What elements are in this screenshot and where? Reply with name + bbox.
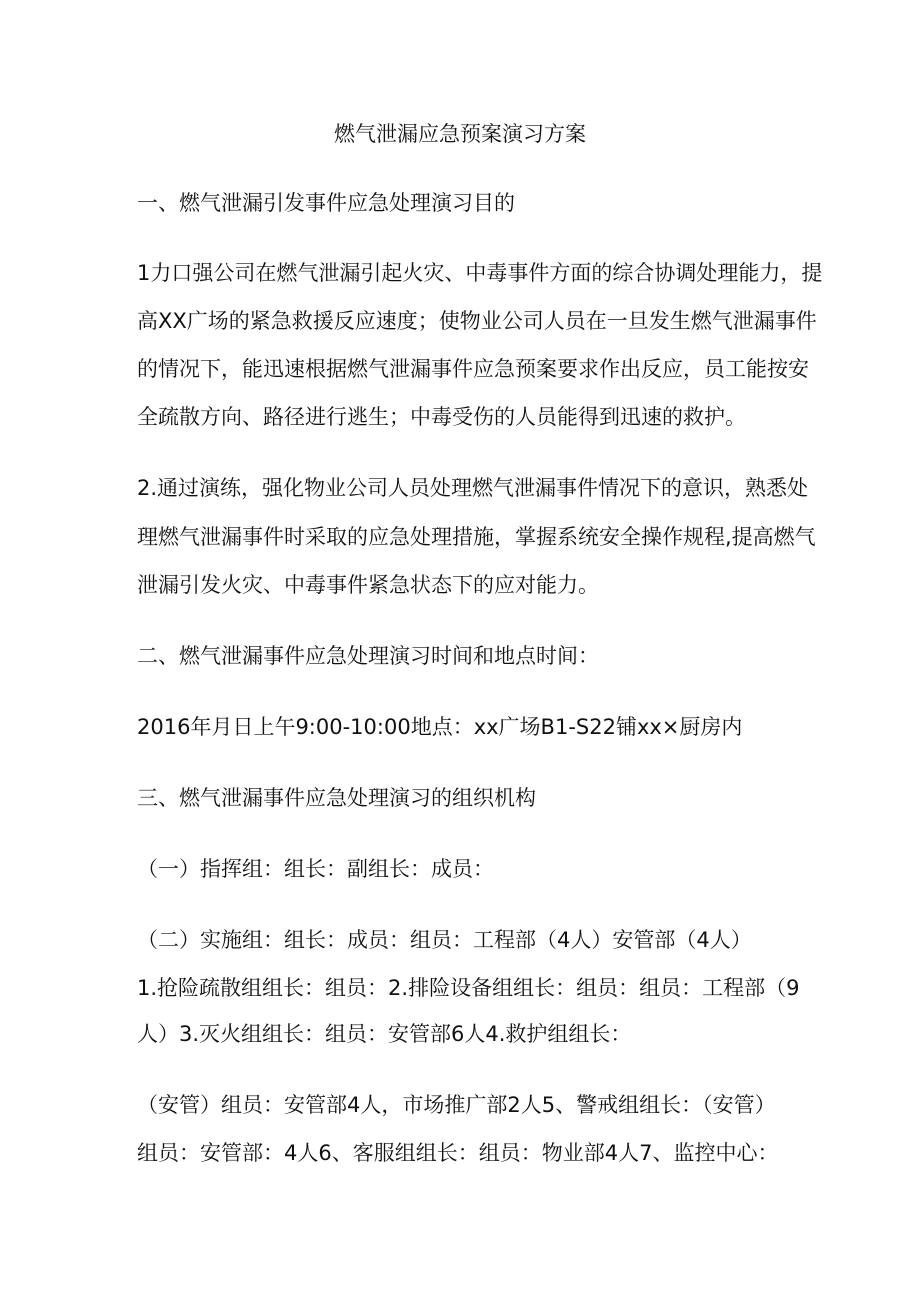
section-1-heading: 一、燃气泄漏引发事件应急处理演习目的	[137, 191, 515, 215]
org-line-b-1: （安管）组员：安管部4人，市场推广部2人5、警戒组组长：（安管）	[137, 1093, 776, 1117]
paragraph-1-line-2: 高XX广场的紧急救援反应速度；使物业公司人员在一旦发生燃气泄漏事件	[137, 309, 817, 333]
org-command-group: （一）指挥组：组长：副组长：成员：	[137, 857, 494, 881]
org-implement-group: （二）实施组：组长：成员：组员：工程部（4人）安管部（4人）	[137, 928, 752, 952]
paragraph-1-line-4: 全疏散方向、路径进行逃生；中毒受伤的人员能得到迅速的救护。	[137, 405, 746, 429]
section-2-heading: 二、燃气泄漏事件应急处理演习时间和地点时间：	[137, 644, 599, 668]
document-title: 燃气泄漏应急预案演习方案	[334, 122, 586, 146]
paragraph-2-line-2: 理燃气泄漏事件时采取的应急处理措施，掌握系统安全操作规程,提高燃气	[137, 525, 816, 549]
org-line-a-2: 人）3.灭火组组长：组员：安管部6人4.救护组组长：	[137, 1022, 632, 1046]
paragraph-1-line-3: 的情况下，能迅速根据燃气泄漏事件应急预案要求作出反应，员工能按安	[137, 357, 809, 381]
time-place-line: 2016年月日上午9:00-10:00地点：xx广场B1-S22铺xx×厨房内	[137, 715, 743, 739]
org-line-a-1: 1.抢险疏散组组长：组员：2.排险设备组组长：组员：组员：工程部（9	[137, 976, 800, 1000]
paragraph-1-line-1: 1力口强公司在燃气泄漏引起火灾、中毒事件方面的综合协调处理能力，提	[137, 261, 823, 285]
section-3-heading: 三、燃气泄漏事件应急处理演习的组织机构	[137, 786, 536, 810]
paragraph-2-line-1: 2.通过演练，强化物业公司人员处理燃气泄漏事件情况下的意识，熟悉处	[137, 476, 809, 500]
org-line-b-2: 组员：安管部：4人6、客服组组长：组员：物业部4人7、监控中心：	[137, 1141, 779, 1165]
paragraph-2-line-3: 泄漏引发火灾、中毒事件紧急状态下的应对能力。	[137, 573, 599, 597]
